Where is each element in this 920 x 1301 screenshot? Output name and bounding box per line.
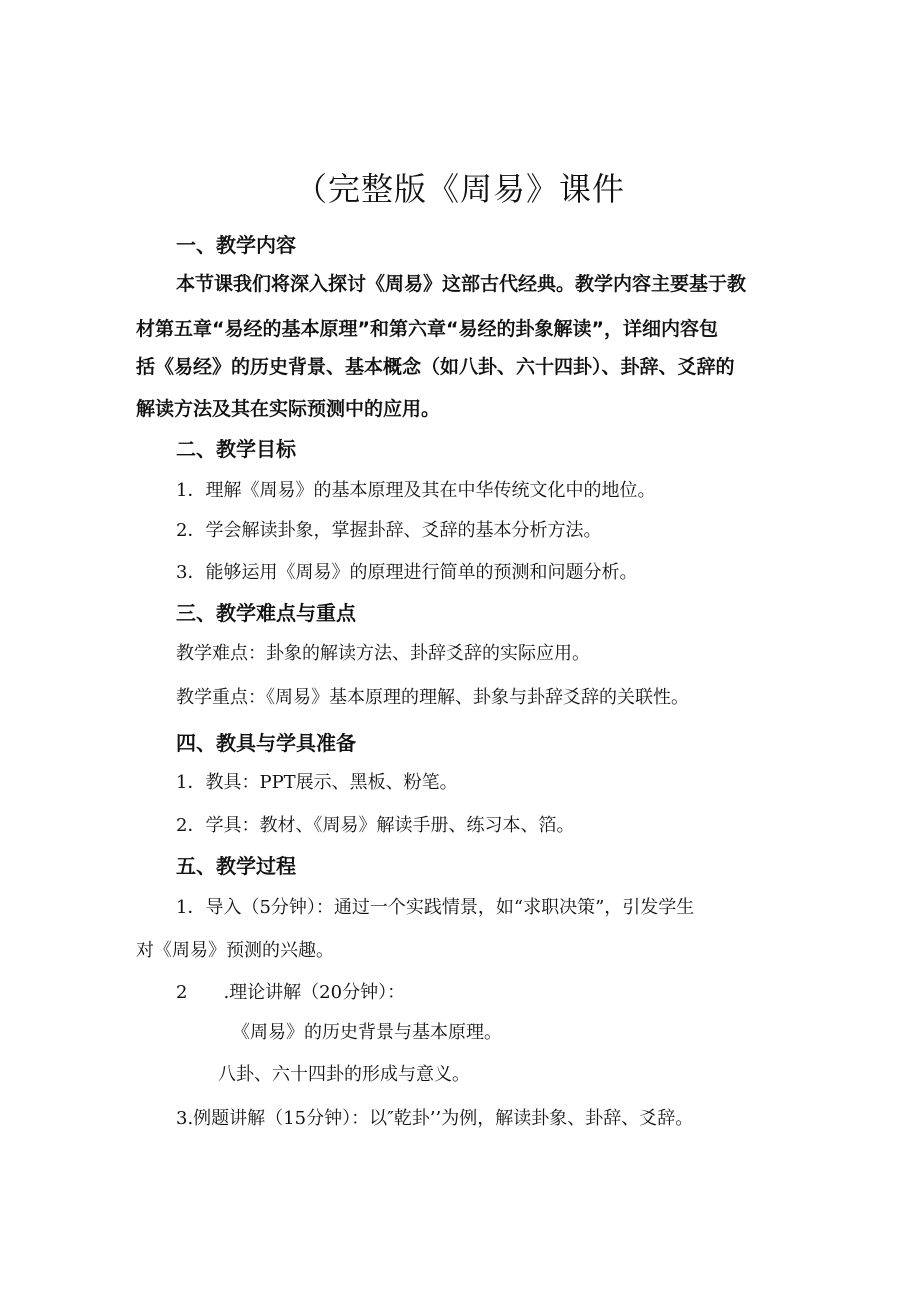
- process-step-2-sub: 《周易》的历史背景与基本原理。: [232, 1022, 502, 1043]
- document-title: （完整版《周易》课件: [294, 170, 625, 208]
- process-step-1: 1．导入（5分钟）：通过一个实践情景，如“求职决策”，引发学生: [176, 897, 695, 918]
- process-step-2-sub: 八卦、六十四卦的形成与意义。: [218, 1064, 470, 1085]
- difficulty-text: 教学难点：卦象的解读方法、卦辞爻辞的实际应用。: [176, 643, 590, 664]
- process-step-3: 3.例题讲解（15分钟）：以″乾卦’’为例，解读卦象、卦辞、爻辞。: [176, 1108, 694, 1129]
- content-paragraph-line: 材第五章“易经的基本原理”和第六章“易经的卦象解读”，详细内容包: [136, 318, 718, 340]
- section-heading-process: 五、教学过程: [176, 854, 296, 878]
- content-paragraph-line: 括《易经》的历史背景、基本概念（如八卦、六十四卦）、卦辞、爻辞的: [136, 356, 735, 378]
- goal-item: 2．学会解读卦象，掌握卦辞、爻辞的基本分析方法。: [176, 520, 602, 541]
- goal-item: 1．理解《周易》的基本原理及其在中华传统文化中的地位。: [176, 480, 656, 501]
- section-heading-goals: 二、教学目标: [176, 437, 296, 461]
- goal-item: 3．能够运用《周易》的原理进行简单的预测和问题分析。: [176, 562, 638, 583]
- focus-text: 教学重点：《周易》基本原理的理解、卦象与卦辞爻辞的关联性。: [176, 687, 689, 708]
- section-heading-tools: 四、教具与学具准备: [176, 731, 356, 755]
- content-paragraph-line: 本节课我们将深入探讨《周易》这部古代经典。教学内容主要基于教: [176, 273, 747, 295]
- process-step-2: 2 .理论讲解（20分钟）：: [176, 982, 406, 1003]
- content-paragraph-line: 解读方法及其在实际预测中的应用。: [136, 398, 441, 420]
- tool-item: 1．教具：PPT展示、黑板、粉笔。: [176, 772, 458, 793]
- section-heading-content: 一、教学内容: [176, 233, 296, 257]
- tool-item: 2．学具：教材、《周易》解读手册、练习本、箔。: [176, 815, 575, 836]
- process-step-1-continued: 对《周易》预测的兴趣。: [136, 940, 334, 961]
- section-heading-key-points: 三、教学难点与重点: [176, 601, 356, 625]
